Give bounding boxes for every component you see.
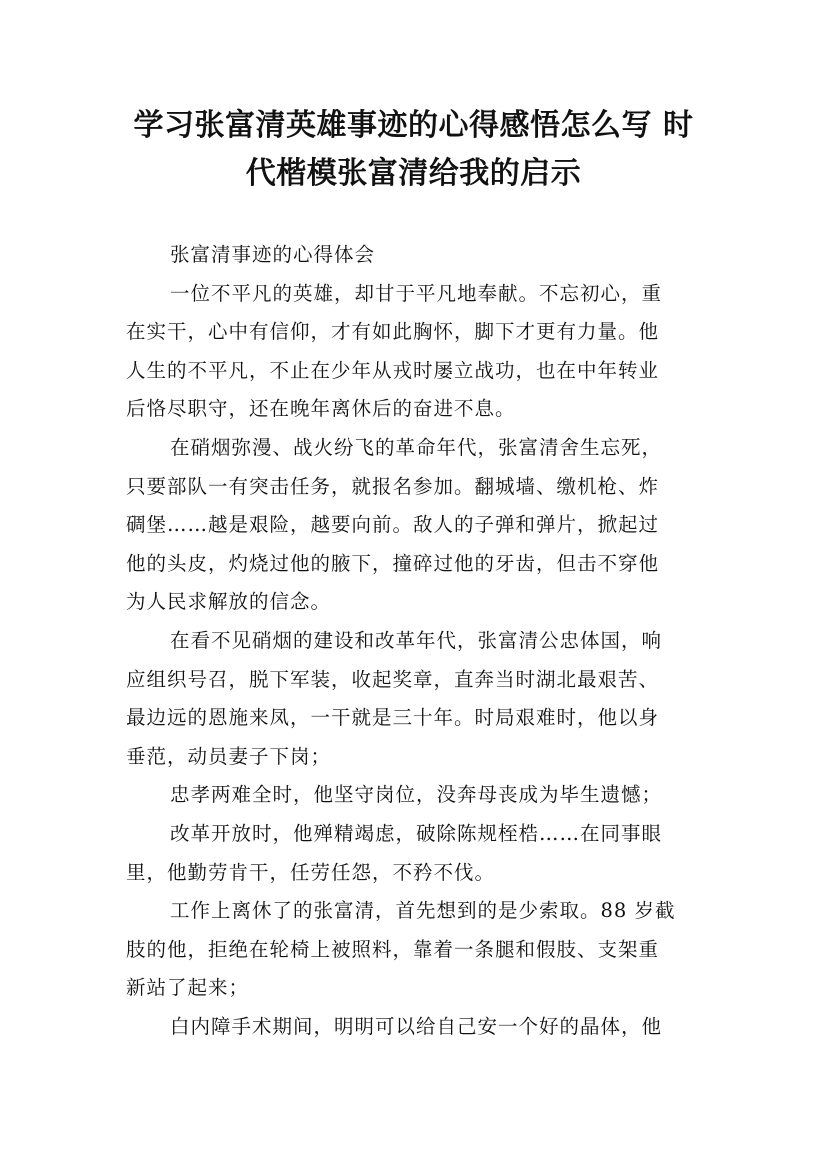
body-line: 人生的不平凡，不止在少年从戎时屡立战功，也在中年转业 — [126, 358, 660, 382]
document-body — [126, 236, 708, 1046]
body-line: 白内障手术期间，明明可以给自己安一个好的晶体，他 — [170, 1014, 663, 1038]
document-title — [100, 102, 727, 198]
title-line-1: 学习张富清英雄事迹的心得感悟怎么写 时 — [133, 108, 694, 143]
body-line: 忠孝两难全时，他坚守岗位，没奔母丧成为毕生遗憾； — [170, 783, 663, 807]
body-line: 他的头皮，灼烧过他的腋下，撞碎过他的牙齿，但击不穿他 — [126, 551, 660, 575]
body-line: 肢的他，拒绝在轮椅上被照料，靠着一条腿和假肢、支架重 — [126, 937, 660, 961]
body-line: 工作上离休了的张富清，首先想到的是少索取。88 岁截 — [170, 899, 676, 923]
body-line: 垂范，动员妻子下岗； — [126, 744, 332, 768]
title-line-2: 代楷模张富清给我的启示 — [245, 156, 582, 191]
body-line: 碉堡……越是艰险，越要向前。敌人的子弹和弹片，掀起过 — [126, 513, 660, 537]
body-line: 在硝烟弥漫、战火纷飞的革命年代，张富清舍生忘死， — [170, 435, 663, 459]
body-line: 一位不平凡的英雄，却甘于平凡地奉献。不忘初心，重 — [170, 281, 663, 305]
body-line: 只要部队一有突击任务，就报名参加。翻城墙、缴机枪、炸 — [126, 474, 660, 498]
body-line: 后恪尽职守，还在晚年离休后的奋进不息。 — [126, 397, 516, 421]
body-line: 张富清事迹的心得体会 — [170, 243, 376, 266]
body-line: 在实干，心中有信仰，才有如此胸怀，脚下才更有力量。他 — [126, 320, 660, 344]
body-line: 应组织号召，脱下军装，收起奖章，直奔当时湖北最艰苦、 — [126, 667, 660, 691]
body-line: 最边远的恩施来凤，一干就是三十年。时局艰难时，他以身 — [126, 706, 660, 730]
body-line: 改革开放时，他殚精竭虑，破除陈规桎梏……在同事眼 — [170, 821, 663, 845]
body-line: 在看不见硝烟的建设和改革年代，张富清公忠体国，响 — [170, 628, 663, 652]
body-line: 新站了起来； — [126, 976, 250, 1000]
body-line: 里，他勤劳肯干，任劳任怨，不矜不伐。 — [126, 860, 496, 884]
body-line: 为人民求解放的信念。 — [126, 590, 332, 614]
